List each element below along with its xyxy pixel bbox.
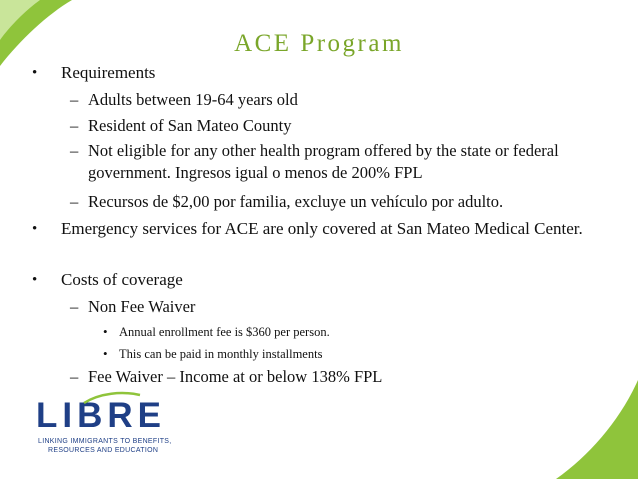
bullet-marker: • [32, 272, 38, 288]
bullet-marker: • [32, 221, 38, 237]
bullet-text: Resident of San Mateo County [88, 116, 292, 135]
bullet-text: Not eligible for any other health program offered by the state or federal government. Ingresos igual o menos de 200% FPL [88, 141, 559, 182]
logo-swoosh-icon [82, 391, 142, 405]
dash-marker: – [70, 192, 79, 211]
dash-marker: – [70, 90, 79, 109]
logo-tagline-line2: RESOURCES AND EDUCATION [48, 447, 159, 454]
dash-marker: – [70, 297, 79, 316]
bullet-text: Costs of coverage [61, 270, 183, 289]
slide-title: ACE Program [234, 30, 404, 57]
bullet-text: Recursos de $2,00 por familia, excluye un vehículo por adulto. [88, 192, 504, 211]
bullet-marker: • [32, 65, 38, 81]
bullet-text: Annual enrollment fee is $360 per person. [119, 325, 330, 339]
bullet-marker: • [103, 346, 108, 361]
dash-marker: – [70, 367, 79, 386]
dash-marker: – [70, 141, 79, 160]
bullet-text: Fee Waiver – Income at or below 138% FPL [88, 367, 383, 386]
logo-wordmark: LIBRE [36, 396, 166, 435]
bullet-text: Adults between 19-64 years old [88, 90, 298, 109]
bottom-right-corner-swoosh [556, 380, 638, 479]
logo-tagline [38, 437, 198, 455]
bullet-text: Requirements [61, 63, 156, 82]
bullet-text: Emergency services for ACE are only covered at San Mateo Medical Center. [61, 219, 583, 238]
logo-tagline-line1: LINKING IMMIGRANTS TO BENEFITS, [38, 438, 172, 445]
dash-marker: – [70, 116, 79, 135]
bullet-text: Non Fee Waiver [88, 297, 196, 316]
bullet-text: This can be paid in monthly installments [119, 347, 323, 361]
bullet-marker: • [103, 324, 108, 339]
libre-logo [36, 397, 196, 461]
